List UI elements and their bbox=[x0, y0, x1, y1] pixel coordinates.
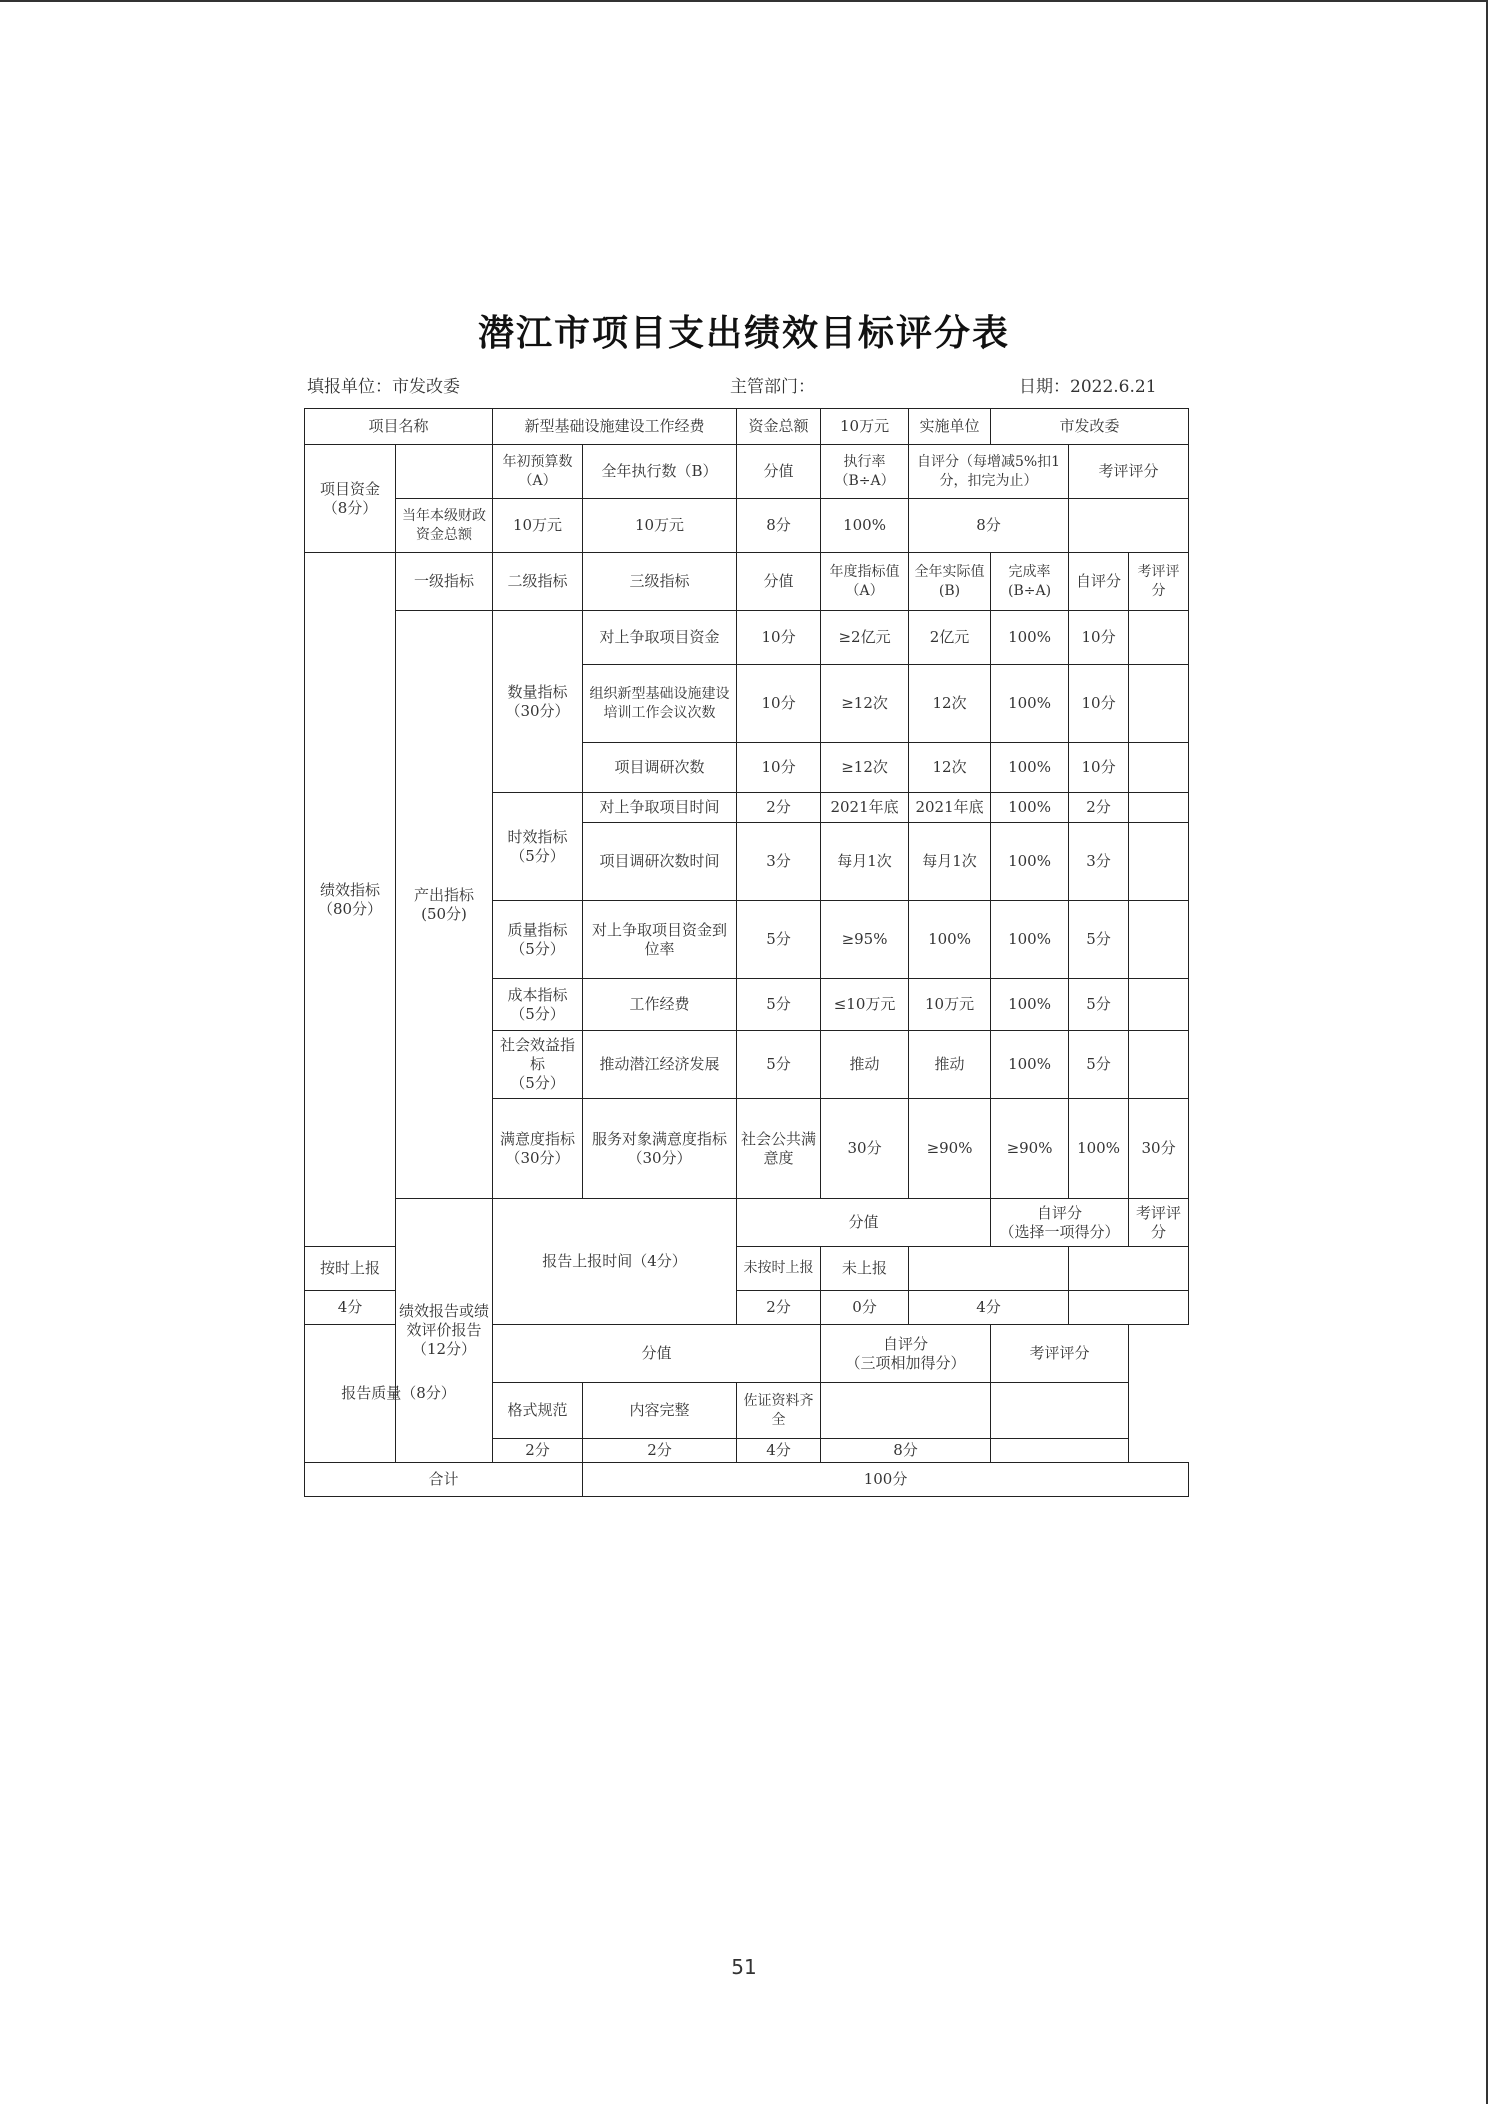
indicator-review bbox=[1129, 611, 1189, 665]
funds-header-self-score: 自评分（每增减5%扣1分，扣完为止） bbox=[909, 445, 1069, 499]
funds-value-executed: 10万元 bbox=[583, 499, 737, 553]
indicator-actual: 12次 bbox=[909, 743, 991, 793]
performance-section-text: 绩效指标 （80分） bbox=[317, 880, 383, 918]
reporting-unit: 填报单位：市发改委 bbox=[307, 377, 460, 397]
indicator-score: 5分 bbox=[737, 979, 821, 1031]
report-timing-score-ontime: 4分 bbox=[305, 1291, 396, 1325]
performance-header-row bbox=[305, 553, 1189, 611]
indicator-review bbox=[1129, 793, 1189, 823]
document-title: 潜江市项目支出绩效目标评分表 bbox=[477, 312, 1010, 354]
group-label-quality bbox=[493, 901, 583, 979]
report-timing-label: 报告上报时间（4分） bbox=[493, 1199, 737, 1325]
indicator-target: 2021年底 bbox=[821, 793, 909, 823]
report-timing-option-none: 未上报 bbox=[821, 1247, 909, 1291]
report-quality-option-content: 内容完整 bbox=[583, 1383, 737, 1439]
supervising-department: 主管部门： bbox=[730, 377, 815, 397]
group-label-timeliness-text: 时效指标 （5分） bbox=[507, 827, 568, 865]
funds-blank-cell bbox=[396, 445, 493, 499]
indicator-score: 10分 bbox=[737, 665, 821, 743]
total-row bbox=[305, 1463, 1189, 1497]
indicator-actual: 2021年底 bbox=[909, 793, 991, 823]
indicator-review bbox=[1129, 665, 1189, 743]
fund-total-label: 资金总额 bbox=[737, 409, 821, 445]
indicator-score: 10分 bbox=[737, 611, 821, 665]
page-number: 51 bbox=[731, 1955, 757, 1979]
indicator-target: ≥95% bbox=[821, 901, 909, 979]
indicator-actual: 100% bbox=[909, 901, 991, 979]
indicator-name: 推动潜江经济发展 bbox=[583, 1031, 737, 1099]
indicator-review bbox=[1129, 901, 1189, 979]
funds-value-score: 8分 bbox=[737, 499, 821, 553]
funds-header-executed: 全年执行数（B） bbox=[583, 445, 737, 499]
indicator-rate: 100% bbox=[991, 793, 1069, 823]
indicator-rate: 100% bbox=[991, 743, 1069, 793]
report-timing-self-score: 4分 bbox=[909, 1291, 1069, 1325]
indicator-self-score: 30分 bbox=[1129, 1099, 1189, 1199]
report-quality-self-header-text: 自评分 （三项相加得分） bbox=[845, 1334, 966, 1372]
indicator-actual: 每月1次 bbox=[909, 823, 991, 901]
indicator-actual: 推动 bbox=[909, 1031, 991, 1099]
report-timing-score-late: 2分 bbox=[737, 1291, 821, 1325]
report-quality-label: 报告质量（8分） bbox=[305, 1325, 493, 1463]
header-level1: 一级指标 bbox=[396, 553, 493, 611]
indicator-review bbox=[1129, 743, 1189, 793]
header-level2: 二级指标 bbox=[493, 553, 583, 611]
header-actual: 全年实际值(B) bbox=[909, 553, 991, 611]
header-target: 年度指标值（A） bbox=[821, 553, 909, 611]
indicator-rate: 100% bbox=[991, 611, 1069, 665]
header-review: 考评评分 bbox=[1129, 553, 1189, 611]
indicator-name: 组织新型基础设施建设培训工作会议次数 bbox=[583, 665, 737, 743]
group-label-satisfaction bbox=[583, 1099, 737, 1199]
report-quality-self-header bbox=[821, 1325, 991, 1383]
indicator-name: 项目调研次数时间 bbox=[583, 823, 737, 901]
report-quality-option-evidence: 佐证资料齐全 bbox=[737, 1383, 821, 1439]
header-self-score: 自评分 bbox=[1069, 553, 1129, 611]
report-quality-review-score bbox=[991, 1439, 1129, 1463]
indicator-rate: 100% bbox=[991, 665, 1069, 743]
indicator-review bbox=[1129, 979, 1189, 1031]
header-score: 分值 bbox=[737, 553, 821, 611]
report-timing-option-late: 未按时上报 bbox=[737, 1247, 821, 1291]
indicator-name: 对上争取项目资金到位率 bbox=[583, 901, 737, 979]
project-name-label: 项目名称 bbox=[305, 409, 493, 445]
funds-row-label: 当年本级财政资金总额 bbox=[396, 499, 493, 553]
indicator-self-score: 2分 bbox=[1069, 793, 1129, 823]
report-quality-self-score: 8分 bbox=[821, 1439, 991, 1463]
report-timing-option-ontime: 按时上报 bbox=[305, 1247, 396, 1291]
output-indicator-text: 产出指标 (50分) bbox=[414, 885, 475, 923]
indicator-target: ≥12次 bbox=[821, 743, 909, 793]
indicator-target: ≥90% bbox=[909, 1099, 991, 1199]
group-label-quality-text: 质量指标 （5分） bbox=[507, 920, 568, 958]
indicator-self-score: 5分 bbox=[1069, 979, 1129, 1031]
indicator-target: ≤10万元 bbox=[821, 979, 909, 1031]
group-label-quantity bbox=[493, 611, 583, 793]
funds-value-budget: 10万元 bbox=[493, 499, 583, 553]
funds-value-row bbox=[305, 499, 1189, 553]
report-timing-score-none: 0分 bbox=[821, 1291, 909, 1325]
indicator-name: 项目调研次数 bbox=[583, 743, 737, 793]
indicator-actual: ≥90% bbox=[991, 1099, 1069, 1199]
implementing-unit-value: 市发改委 bbox=[991, 409, 1189, 445]
indicator-target: ≥2亿元 bbox=[821, 611, 909, 665]
group-label-social-text: 社会效益指标 （5分） bbox=[500, 1036, 576, 1092]
funds-header-row bbox=[305, 445, 1189, 499]
indicator-score: 30分 bbox=[821, 1099, 909, 1199]
score-table bbox=[304, 408, 1189, 1497]
fund-total-value: 10万元 bbox=[821, 409, 909, 445]
indicator-actual: 12次 bbox=[909, 665, 991, 743]
satisfaction-indicator-label bbox=[493, 1099, 583, 1199]
funds-header-rate: 执行率（B÷A） bbox=[821, 445, 909, 499]
indicator-self-score: 5分 bbox=[1069, 901, 1129, 979]
group-label-cost-text: 成本指标 （5分） bbox=[507, 985, 568, 1023]
indicator-review bbox=[1129, 823, 1189, 901]
implementing-unit-label: 实施单位 bbox=[909, 409, 991, 445]
indicator-rate: 100% bbox=[991, 901, 1069, 979]
indicator-rate: 100% bbox=[991, 823, 1069, 901]
indicator-actual: 2亿元 bbox=[909, 611, 991, 665]
funds-header-review: 考评评分 bbox=[1069, 445, 1189, 499]
indicator-review bbox=[1129, 1031, 1189, 1099]
indicator-rate: 100% bbox=[991, 1031, 1069, 1099]
report-quality-option-format: 格式规范 bbox=[493, 1383, 583, 1439]
group-label-timeliness bbox=[493, 793, 583, 901]
indicator-row bbox=[305, 611, 1189, 665]
output-indicator-label bbox=[396, 611, 493, 1199]
report-section-text: 绩效报告或绩效评价报告 （12分） bbox=[399, 1302, 490, 1358]
indicator-target: ≥12次 bbox=[821, 665, 909, 743]
project-info-row bbox=[305, 409, 1189, 445]
report-timing-header-row bbox=[305, 1199, 1189, 1247]
report-timing-self-header-text: 自评分 （选择一项得分） bbox=[999, 1203, 1120, 1241]
report-timing-self-blank bbox=[909, 1247, 1069, 1291]
indicator-score: 5分 bbox=[737, 1031, 821, 1099]
indicator-self-score: 10分 bbox=[1069, 665, 1129, 743]
indicator-score: 2分 bbox=[737, 793, 821, 823]
header-level3: 三级指标 bbox=[583, 553, 737, 611]
funds-header-budget: 年初预算数（A） bbox=[493, 445, 583, 499]
indicator-self-score: 5分 bbox=[1069, 1031, 1129, 1099]
report-timing-review-blank bbox=[1069, 1247, 1189, 1291]
indicator-rate: 100% bbox=[991, 979, 1069, 1031]
funds-header-score: 分值 bbox=[737, 445, 821, 499]
header-rate: 完成率(B÷A) bbox=[991, 553, 1069, 611]
report-timing-review-score bbox=[1069, 1291, 1189, 1325]
indicator-name: 工作经费 bbox=[583, 979, 737, 1031]
report-quality-score-format: 2分 bbox=[493, 1439, 583, 1463]
project-name-value: 新型基础设施建设工作经费 bbox=[493, 409, 737, 445]
report-quality-review-header: 考评评分 bbox=[991, 1325, 1129, 1383]
total-value: 100分 bbox=[583, 1463, 1189, 1497]
performance-section-label bbox=[305, 553, 396, 1247]
indicator-score: 3分 bbox=[737, 823, 821, 901]
indicator-score: 10分 bbox=[737, 743, 821, 793]
indicator-name: 对上争取项目时间 bbox=[583, 793, 737, 823]
indicator-self-score: 10分 bbox=[1069, 743, 1129, 793]
group-label-social bbox=[493, 1031, 583, 1099]
funds-value-self-score: 8分 bbox=[909, 499, 1069, 553]
report-quality-score-evidence: 4分 bbox=[737, 1439, 821, 1463]
report-quality-self-blank bbox=[821, 1383, 991, 1439]
satisfaction-indicator-text: 满意度指标 （30分） bbox=[500, 1129, 576, 1167]
funds-section-label bbox=[305, 445, 396, 553]
funds-value-review bbox=[1069, 499, 1189, 553]
report-timing-review-header: 考评评分 bbox=[1129, 1199, 1189, 1247]
indicator-rate: 100% bbox=[1069, 1099, 1129, 1199]
report-date: 日期：2022.6.21 bbox=[1019, 377, 1157, 397]
group-label-satisfaction-text: 服务对象满意度指标 （30分） bbox=[592, 1129, 728, 1167]
indicator-score: 5分 bbox=[737, 901, 821, 979]
report-timing-score-header: 分值 bbox=[737, 1199, 991, 1247]
funds-section-text: 项目资金 （8分） bbox=[319, 479, 380, 517]
indicator-target: 每月1次 bbox=[821, 823, 909, 901]
indicator-self-score: 10分 bbox=[1069, 611, 1129, 665]
group-label-cost bbox=[493, 979, 583, 1031]
group-label-quantity-text: 数量指标 （30分） bbox=[505, 682, 570, 720]
funds-value-rate: 100% bbox=[821, 499, 909, 553]
report-timing-self-header bbox=[991, 1199, 1129, 1247]
total-label: 合计 bbox=[305, 1463, 583, 1497]
report-quality-score-header: 分值 bbox=[493, 1325, 821, 1383]
indicator-name: 对上争取项目资金 bbox=[583, 611, 737, 665]
indicator-target: 推动 bbox=[821, 1031, 909, 1099]
report-quality-score-content: 2分 bbox=[583, 1439, 737, 1463]
indicator-actual: 10万元 bbox=[909, 979, 991, 1031]
report-quality-review-blank bbox=[991, 1383, 1129, 1439]
indicator-name: 社会公共满意度 bbox=[737, 1099, 821, 1199]
indicator-self-score: 3分 bbox=[1069, 823, 1129, 901]
